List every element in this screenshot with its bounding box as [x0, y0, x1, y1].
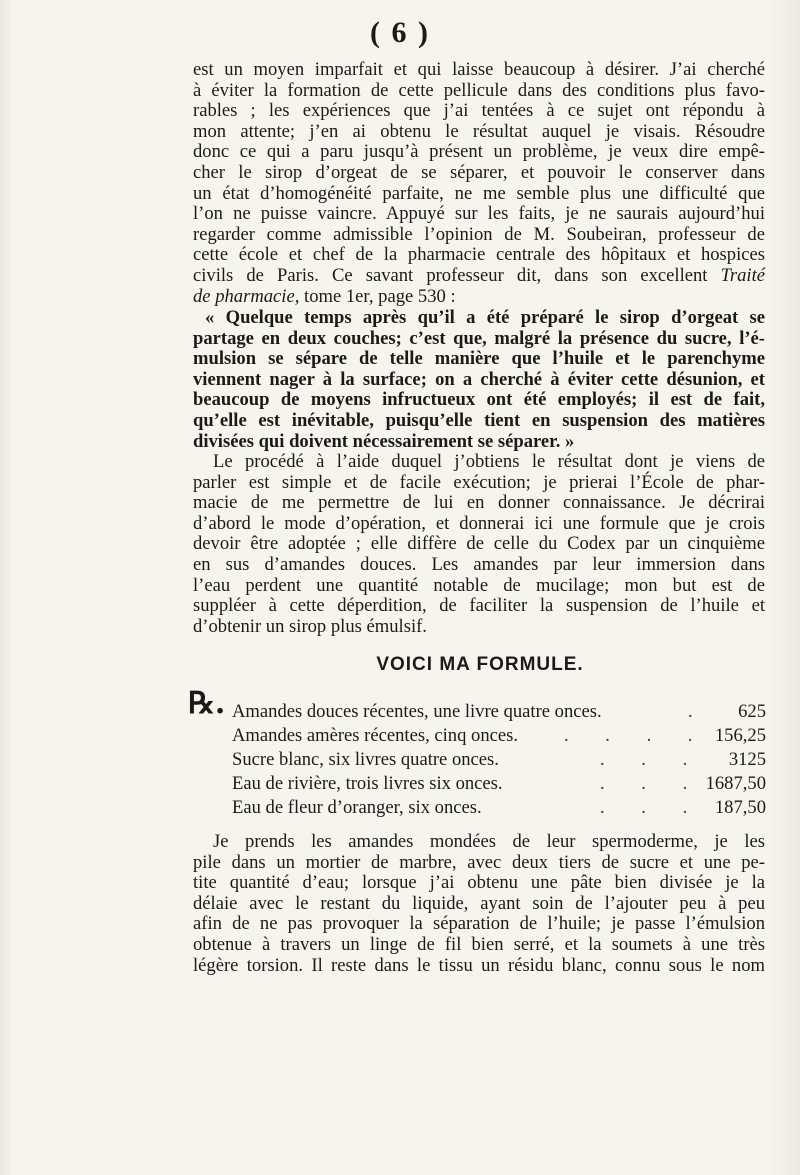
recipe-row	[192, 748, 772, 772]
book-title: Traité	[720, 264, 765, 286]
text-line: un état d’homogénéité parfaite, ne me semble plus une difficulté que	[193, 182, 765, 204]
text-line: est un moyen imparfait et qui laisse beaucoup à désirer. J’ai cherché	[193, 59, 765, 80]
leader-dots: . . . .	[564, 725, 709, 746]
text-line: Je prends les amandes mondées de leur spermoderme, je les	[213, 831, 765, 852]
page-number: ( 6 )	[370, 16, 430, 49]
leader-dots: .	[688, 701, 709, 722]
text-line-with-title: civils de Paris. Ce savant professeur dit, dans son excellent Traité	[193, 264, 765, 286]
ingredient: Amandes douces récentes, une livre quatre onces.	[232, 701, 602, 722]
recipe-row	[192, 724, 772, 748]
leader-dots: . . .	[600, 773, 704, 794]
paragraph-2	[193, 452, 765, 637]
text-line: cette école et chef de la pharmacie centrale des hôpitaux et hospices	[193, 244, 765, 266]
text-line: partage en deux couches; c’est que, malgré la présence du sucre, l’é-	[193, 327, 765, 349]
text-line: divisées qui doivent nécessairement se séparer. »	[193, 430, 575, 452]
text-line: en sus d’amandes douces. Les amandes par leur immersion dans	[193, 553, 765, 575]
text-line: légère torsion. Il reste dans le tissu un résidu blanc, connu sous le nom	[193, 954, 765, 976]
text-line: l’on ne puisse vaincre. Appuyé sur les faits, je ne saurais aujourd’hui	[193, 203, 765, 225]
text-line: l’eau perdent une quantité notable de mucilage; mon but est de	[193, 574, 765, 596]
ingredient: Eau de rivière, trois livres six onces.	[232, 773, 503, 794]
recipe-row	[192, 772, 772, 796]
text-line: macie de me permettre de lui en donner connaissance. Je décrirai	[193, 492, 765, 514]
text-line: d’abord le mode d’opération, et donnerai ici une formule que je crois	[193, 512, 765, 534]
quantity: 625	[738, 701, 766, 722]
leader-dots: . . .	[600, 797, 704, 818]
quantity: 3125	[728, 749, 766, 770]
quantity: 187,50	[714, 797, 766, 818]
text-line: cher le sirop d’orgeat de se séparer, et pouvoir le conserver dans	[193, 161, 765, 183]
text-line: « Quelque temps après qu’il a été préparé le sirop d’orgeat se	[205, 307, 765, 328]
text-line: rables ; les expériences que j’ai tentées à ce sujet ont répondu à	[193, 100, 765, 122]
quantity: 156,25	[714, 725, 766, 746]
text-line: pile dans un mortier de marbre, avec deux tiers de sucre et une pe-	[193, 851, 765, 873]
ingredient: Sucre blanc, six livres quatre onces.	[232, 749, 499, 770]
ingredient: Amandes amères récentes, cinq onces.	[232, 725, 519, 746]
paragraph-3	[193, 832, 765, 976]
text-line: afin de ne pas provoquer la séparation de l’huile; je passe l’émulsion	[193, 913, 765, 935]
text-line: tite quantité d’eau; lorsque j’ai obtenu une pâte bien divisée je la	[193, 872, 765, 894]
quotation	[193, 308, 765, 452]
text-line: suppléer à cette déperdition, de faciliter la suspension de l’huile et	[193, 595, 765, 617]
text-line: parler est simple et de facile exécution; je prierai l’École de phar-	[193, 471, 765, 493]
text-line: mulsion se sépare de telle manière que l’huile et le parenchyme	[193, 348, 765, 370]
quantity: 1687,50	[705, 773, 766, 794]
text-line: à éviter la formation de cette pellicule dans des conditions plus favo-	[193, 79, 765, 101]
text-line-with-title: de pharmacie, tome 1er, page 530 :	[193, 285, 456, 307]
text-line: mon attente; j’en ai obtenu le résultat auquel je visais. Résoudre	[193, 120, 765, 142]
ingredient: Eau de fleur d’oranger, six onces.	[232, 797, 482, 818]
text-line: Le procédé à l’aide duquel j’obtiens le résultat dont je viens de	[213, 451, 765, 472]
text-line: regarder comme admissible l’opinion de M. Soubeiran, professeur de	[193, 223, 765, 245]
text-line: viennent nager à la surface; on a cherché à éviter cette désunion, et	[193, 368, 765, 390]
leader-dots: . . .	[600, 749, 704, 770]
recipe-row	[188, 686, 772, 724]
recipe-row	[192, 796, 772, 820]
text-line: beaucoup de moyens infructueux ont été employés; il est de fait,	[193, 389, 765, 411]
recipe-symbol: ℞.	[188, 686, 226, 721]
recipe-table	[188, 686, 772, 820]
text-line: donc ce qui a paru jusqu’à présent un problème, je veux dire empê-	[193, 141, 765, 163]
text-line: délaie avec le restant du liquide, ayant soin de l’ajouter peu à peu	[193, 892, 765, 914]
text-line: obtenue à travers un linge de fil bien serré, et la soumets à une très	[193, 933, 765, 955]
paragraph-1	[193, 60, 765, 307]
text-line: devoir être adoptée ; elle diffère de celle du Codex par un cinquième	[193, 533, 765, 555]
text-line: d’obtenir un sirop plus émulsif.	[193, 615, 427, 637]
formula-heading: VOICI MA FORMULE.	[376, 654, 584, 675]
book-title: de pharmacie,	[193, 285, 300, 307]
text-line: qu’elle est inévitable, puisqu’elle tient en suspension des matières	[193, 409, 765, 431]
